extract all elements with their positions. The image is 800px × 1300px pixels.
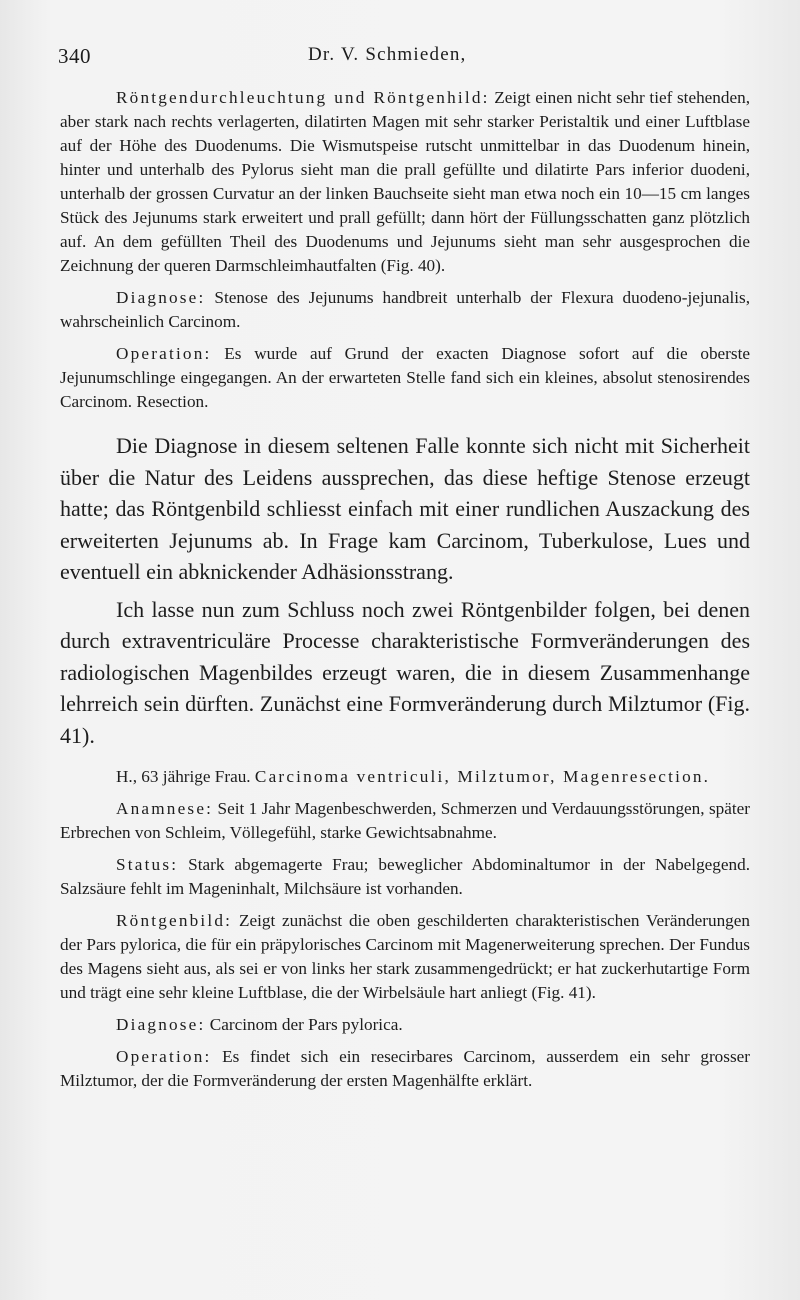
diagnose-paragraph [60, 286, 750, 334]
status-paragraph [60, 853, 750, 901]
diagnose-2-paragraph [60, 1013, 750, 1037]
roentgenbild-paragraph [60, 909, 750, 1005]
roentgenbild-text: Zeigt zunächst die oben geschilderten charakteristischen Veränderungen der Pars pylorica, die für ein präpylorisches Carcinom mit Magenerweiterung sprechen. Der Fundus des Magens sieht aus, als sei er von links her stark zusammengedrückt; er hat zuckerhutartige Form und trägt eine sehr kleine Luftblase, die der Wirbelsäule hart anliegt (Fig. 41). [60, 911, 750, 1002]
operation-label: Operation: [116, 344, 212, 363]
case-report-2 [60, 765, 750, 1093]
diagnose-2-label: Diagnose: [116, 1015, 206, 1034]
diagnose-2-text: Carcinom der Pars pylorica. [205, 1015, 403, 1034]
main-text [60, 430, 750, 751]
roentgen-text: Zeigt einen nicht sehr tief stehenden, aber stark nach rechts verlagerten, dilatirten Magen mit sehr starker Peristaltik und einer Luftblase auf der Höhe des Duodenums. Die Wismutspeise rutscht unmittelbar in das Duodenum hinein, hinter und unterhalb des Pylorus sieht man die prall gefüllte und dilatirte Pars inferior duodeni, unterhalb der grossen Curvatur an der linken Bauchseite sieht man etwa noch ein 10—15 cm langes Stück des Jejunums stark erweitert und prall gefüllt; dann hört der Füllungsschatten ganz plötzlich auf. An dem gefüllten Theil des Duodenums und Jejunums sieht man sehr ausgesprochen die Zeichnung der queren Darmschleimhautfalten (Fig. 40). [60, 88, 751, 275]
operation-2-paragraph [60, 1045, 750, 1093]
roentgenbild-label: Röntgenbild: [116, 911, 233, 930]
operation-paragraph [60, 342, 750, 414]
operation-2-text: Es findet sich ein resecirbares Carcinom, ausserdem ein sehr grosser Milztumor, der die Formveränderung der ersten Magenhälfte erklärt. [60, 1047, 750, 1090]
diagnose-text: Stenose des Jejunums handbreit unterhalb der Flexura duodeno-jejunalis, wahrscheinlich Carcinom. [60, 288, 750, 331]
diagnose-label: Diagnose: [116, 288, 206, 307]
case-intro-paragraph [60, 765, 750, 789]
anamnese-paragraph [60, 797, 750, 845]
case-report-1 [60, 86, 750, 414]
case-intro-title: Carcinoma ventriculi, Milztumor, Magenresection. [254, 767, 711, 786]
page-number: 340 [58, 44, 91, 68]
page-header [58, 44, 770, 74]
anamnese-label: Anamnese: [116, 799, 214, 818]
body-paragraph-2: Ich lasse nun zum Schluss noch zwei Röntgenbilder folgen, bei denen durch extraventriculäre Processe charakteristische Formveränderungen des radiologischen Magenbildes erzeugt waren, die in diesem Zusammenhange lehrreich sein dürften. Zunächst eine Formveränderung durch Milztumor (Fig. 41). [60, 596, 750, 748]
status-label: Status: [116, 855, 179, 874]
roentgen-paragraph [60, 86, 750, 278]
roentgen-label: Röntgendurchleuchtung und Röntgenhild: [116, 88, 490, 107]
page-content [60, 86, 750, 1101]
operation-text: Es wurde auf Grund der exacten Diagnose sofort auf die oberste Jejunumschlinge eingegangen. An der erwarteten Stelle fand sich ein kleines, absolut stenosirendes Carcinom. Resection. [60, 344, 750, 411]
operation-2-label: Operation: [116, 1047, 212, 1066]
body-paragraph-1: Die Diagnose in diesem seltenen Falle konnte sich nicht mit Sicherheit über die Natur des Leidens aussprechen, das diese heftige Stenose erzeugt hatte; das Röntgenbild schliesst einfach mit einer rundlichen Auszackung des erweiterten Jejunums ab. In Frage kam Carcinom, Tuberkulose, Lues und eventuell ein abknickender Adhäsionsstrang. [60, 433, 750, 584]
case-intro-prefix: H., 63 jährige Frau. [116, 767, 255, 786]
running-head: Dr. V. Schmieden, [308, 44, 467, 65]
status-text: Stark abgemagerte Frau; beweglicher Abdominaltumor in der Nabelgegend. Salzsäure fehlt im Mageninhalt, Milchsäure ist vorhanden. [60, 855, 750, 898]
anamnese-text: Seit 1 Jahr Magenbeschwerden, Schmerzen und Verdauungsstörungen, später Erbrechen von Schleim, Völlegefühl, starke Gewichtsabnahme. [60, 799, 750, 842]
